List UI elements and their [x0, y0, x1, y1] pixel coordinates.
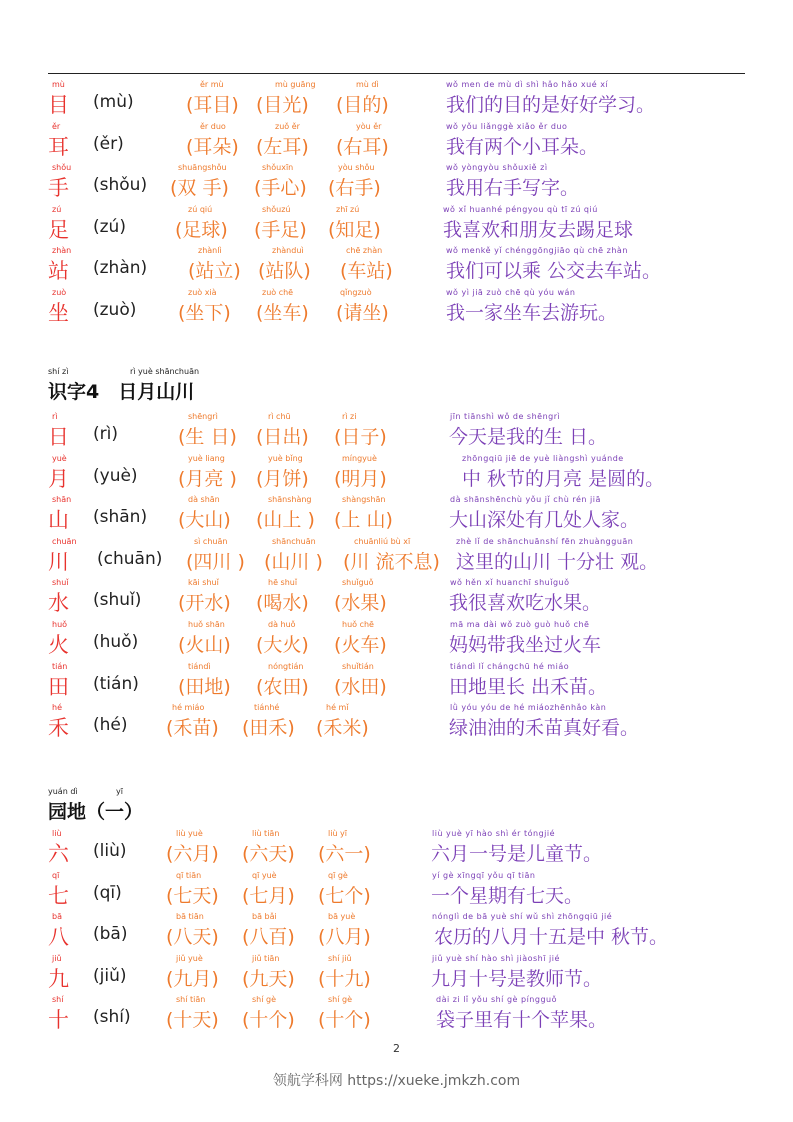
vocab-row [0, 912, 793, 952]
character-pinyin-paren: (shǒu) [93, 175, 148, 196]
word: (川 流不息) [343, 550, 440, 573]
word-pinyin: bā tiān [176, 912, 204, 922]
word: (禾苗) [166, 717, 219, 740]
character-pinyin: shān [52, 495, 72, 505]
word: (坐下) [178, 302, 231, 324]
character-pinyin: shí [52, 995, 64, 1005]
word: (七月) [242, 884, 295, 907]
word-pinyin: shuāngshǒu [178, 163, 227, 173]
word: (火山) [178, 634, 231, 656]
character: 山 [48, 508, 69, 533]
word-pinyin: zhī zú [336, 204, 360, 214]
word: (知足) [328, 218, 381, 241]
word-pinyin: shàngshān [342, 495, 386, 505]
character: 水 [48, 591, 69, 616]
character-pinyin-paren: (jiǔ) [93, 965, 127, 986]
word-pinyin: qī tiān [176, 870, 202, 880]
word: (田地) [178, 675, 231, 698]
sentence-pinyin: wǒ yòngyòu shǒuxiě zì [446, 163, 548, 173]
sentence-pinyin: wǒ yì jiā zuò chē qù yóu wán [446, 288, 576, 297]
word: (农田) [256, 675, 309, 698]
character: 目 [48, 93, 69, 117]
word: (耳朵) [186, 135, 239, 158]
vocab-row [0, 495, 793, 535]
word: (右手) [328, 177, 381, 200]
word-pinyin: liù tiān [252, 829, 280, 838]
character-pinyin-paren: (hé) [93, 715, 128, 736]
character-pinyin-paren: (zuò) [93, 300, 137, 320]
page-number: 2 [393, 1042, 400, 1055]
word-pinyin: shuǐguǒ [342, 578, 374, 588]
word: (八天) [166, 926, 219, 949]
word-pinyin: huǒ shān [188, 620, 225, 629]
character-pinyin: zú [52, 204, 62, 214]
footer-watermark: 领航学科网 https://xueke.jmkzh.com [272, 1073, 521, 1089]
example-sentence: 田地里长 出禾苗。 [449, 675, 608, 698]
word: (请坐) [336, 302, 389, 324]
example-sentence: 我用右手写字。 [446, 177, 580, 200]
word-pinyin: chē zhàn [346, 246, 383, 256]
word-pinyin: yòu ěr [356, 121, 382, 131]
vocab-row [0, 122, 793, 162]
word: (右耳) [336, 135, 389, 158]
word-pinyin: shānchuān [272, 536, 316, 546]
character-pinyin: zuò [52, 288, 67, 297]
example-sentence: 今天是我的生 日。 [449, 426, 608, 448]
word-pinyin: yòu shǒu [338, 163, 375, 173]
example-sentence: 一个星期有七天。 [431, 884, 584, 907]
character: 月 [48, 466, 69, 491]
word: (手足) [254, 218, 307, 241]
word: (七个) [318, 884, 371, 907]
example-sentence: 我们可以乘 公交去车站。 [446, 260, 662, 283]
sentence-pinyin: jiǔ yuè shí hào shì jiàoshī jié [432, 953, 560, 963]
example-sentence: 农历的八月十五是中 秋节。 [434, 926, 669, 949]
word: (山川 ) [264, 550, 323, 573]
word: (八月) [318, 926, 371, 949]
character-pinyin-paren: (qī) [93, 882, 122, 903]
character-pinyin: qī [52, 870, 60, 880]
sentence-pinyin: yí gè xīngqī yǒu qī tiān [432, 870, 536, 880]
word: (月饼) [256, 467, 309, 490]
sentence-pinyin: mā ma dài wǒ zuò guò huǒ chē [450, 620, 590, 629]
character-pinyin-paren: (huǒ) [93, 632, 139, 652]
character-pinyin: shǒu [52, 163, 72, 173]
character-pinyin-paren: (mù) [93, 92, 134, 112]
word-pinyin: jiǔ tiān [252, 953, 280, 963]
word: (田禾) [242, 717, 295, 740]
word-pinyin: mù guāng [275, 80, 316, 89]
character-pinyin: huǒ [52, 620, 68, 629]
word: (山上 ) [256, 509, 315, 532]
example-sentence: 我有两个小耳朵。 [446, 135, 599, 158]
word-pinyin: zuò xià [188, 288, 217, 297]
vocab-row [0, 995, 793, 1035]
word: (耳目) [186, 94, 239, 116]
word-pinyin: shǒuzú [262, 204, 291, 214]
heading-pinyin: yuán dì yī [48, 787, 123, 796]
word-pinyin: yuè liang [188, 453, 225, 463]
example-sentence: 我一家坐车去游玩。 [446, 302, 618, 324]
word-pinyin: chuānliú bù xī [354, 536, 411, 546]
word: (明月) [334, 467, 387, 490]
character: 火 [48, 633, 69, 657]
example-sentence: 我很喜欢吃水果。 [449, 592, 602, 615]
sentence-pinyin: zhōngqiū jiē de yuè liàngshì yuánde [462, 453, 624, 463]
example-sentence: 我们的目的是好好学习。 [446, 94, 656, 116]
example-sentence: 九月十号是教师节。 [431, 967, 603, 990]
sentence-pinyin: dà shānshēnchù yǒu jǐ chù rén jiā [450, 495, 601, 505]
word: (日子) [334, 426, 387, 448]
word: (目的) [336, 94, 389, 116]
word: (站立) [188, 260, 241, 283]
character-pinyin-paren: (tián) [93, 673, 139, 694]
word: (十个) [318, 1009, 371, 1032]
word: (大山) [178, 509, 231, 532]
word: (九月) [166, 967, 219, 990]
word-pinyin: shí jiǔ [328, 953, 352, 963]
sentence-pinyin: wǒ menkě yǐ chénggōngjiāo qù chē zhàn [446, 246, 628, 256]
character: 耳 [48, 134, 69, 159]
example-sentence: 绿油油的禾苗真好看。 [449, 717, 640, 740]
vocab-row [0, 829, 793, 869]
word: (坐车) [256, 302, 309, 324]
word: (禾米) [316, 717, 369, 740]
vocab-row [0, 163, 793, 203]
character-pinyin: yuè [52, 453, 67, 463]
character-pinyin-paren: (shí) [93, 1007, 131, 1028]
word-pinyin: mù dì [356, 80, 379, 89]
word: (上 山) [334, 509, 393, 532]
word-pinyin: shuǐtián [342, 661, 374, 671]
example-sentence: 袋子里有十个苹果。 [436, 1009, 608, 1032]
character: 八 [48, 925, 69, 950]
vocab-row [0, 412, 793, 452]
word: (大火) [256, 634, 309, 656]
sentence-pinyin: liù yuè yī hào shì ér tóngjié [432, 829, 556, 838]
vocab-row [0, 246, 793, 286]
vocab-row [0, 288, 793, 328]
word-pinyin: zuò chē [262, 288, 294, 297]
word: (左耳) [256, 135, 309, 158]
character-pinyin: tián [52, 661, 68, 671]
word-pinyin: shí gè [252, 995, 277, 1005]
character: 六 [48, 842, 69, 866]
word-pinyin: tiánhé [254, 703, 280, 713]
word: (双 手) [170, 177, 229, 200]
section-title: 识字4 日月山川 [48, 381, 195, 403]
example-sentence: 这里的山川 十分壮 观。 [456, 550, 659, 573]
word-pinyin: qī yuè [252, 870, 277, 880]
example-sentence: 妈妈带我坐过火车 [449, 634, 602, 656]
section-title: 园地（一） [48, 801, 144, 823]
top-rule [48, 73, 745, 74]
character-pinyin-paren: (chuān) [97, 548, 163, 569]
character-pinyin-paren: (yuè) [93, 465, 138, 486]
character-pinyin: rì [52, 412, 58, 421]
word: (手心) [254, 177, 307, 200]
word-pinyin: huǒ chē [342, 620, 374, 629]
word-pinyin: shēngrì [188, 412, 218, 421]
vocab-row [0, 80, 793, 120]
word-pinyin: yuè bǐng [268, 453, 303, 463]
word: (目光) [256, 94, 309, 116]
vocab-row [0, 662, 793, 702]
sentence-pinyin: zhè lǐ de shānchuānshí fēn zhuàngguān [456, 536, 634, 546]
sentence-pinyin: lǜ yóu yóu de hé miáozhēnhǎo kàn [450, 703, 607, 713]
word-pinyin: rì chū [268, 412, 291, 421]
character-pinyin: jiǔ [52, 953, 62, 963]
sentence-pinyin: wǒ men de mù dì shì hǎo hǎo xué xí [446, 80, 609, 89]
word: (十九) [318, 967, 371, 990]
word: (日出) [256, 426, 309, 448]
vocab-row [0, 954, 793, 994]
word-pinyin: qī gè [328, 870, 348, 880]
vocab-row [0, 703, 793, 743]
word: (七天) [166, 884, 219, 907]
vocab-row [0, 620, 793, 660]
character: 坐 [48, 301, 69, 325]
word: (喝水) [256, 592, 309, 615]
character-pinyin: liù [52, 829, 62, 838]
character: 九 [48, 966, 69, 991]
character: 手 [48, 176, 69, 201]
word: (六天) [242, 843, 295, 865]
character-pinyin: shuǐ [52, 578, 69, 588]
word: (站队) [258, 260, 311, 283]
character-pinyin: ěr [52, 121, 61, 131]
character-pinyin-paren: (zú) [93, 216, 126, 237]
word-pinyin: hē shuǐ [268, 578, 298, 588]
word-pinyin: dà huǒ [268, 620, 296, 629]
word: (月亮 ) [178, 467, 237, 490]
word-pinyin: shānshàng [268, 495, 312, 505]
character: 站 [48, 259, 69, 284]
word-pinyin: shí gè [328, 995, 353, 1005]
sentence-pinyin: wǒ hěn xǐ huanchī shuǐguǒ [450, 578, 570, 588]
word: (开水) [178, 592, 231, 615]
sentence-pinyin: nónglì de bā yuè shí wǔ shì zhōngqiū jié [432, 912, 613, 922]
word-pinyin: zhànduì [272, 246, 304, 256]
character-pinyin: hé [52, 703, 62, 713]
word-pinyin: bā yuè [328, 912, 356, 922]
word-pinyin: zú qiú [188, 204, 213, 214]
word-pinyin: bā bǎi [252, 912, 277, 922]
word-pinyin: jiǔ yuè [176, 953, 203, 963]
word: (六一) [318, 843, 371, 865]
word-pinyin: liù yuè [176, 829, 203, 838]
word-pinyin: zuǒ ěr [275, 121, 300, 131]
character-pinyin-paren: (liù) [93, 841, 127, 861]
word-pinyin: zhànlì [198, 246, 222, 256]
vocab-row [0, 454, 793, 494]
word-pinyin: kāi shuǐ [188, 578, 219, 588]
word-pinyin: míngyuè [342, 453, 377, 463]
vocab-row [0, 537, 793, 577]
word-pinyin: sì chuān [194, 536, 228, 546]
character: 禾 [48, 716, 69, 741]
vocab-row [0, 578, 793, 618]
sentence-pinyin: wǒ xǐ huanhé péngyou qù tī zú qiú [443, 204, 598, 214]
word-pinyin: qǐngzuò [340, 288, 372, 297]
word: (车站) [340, 260, 393, 283]
word: (水果) [334, 592, 387, 615]
word-pinyin: ěr mù [200, 80, 224, 89]
character-pinyin-paren: (rì) [93, 424, 118, 444]
character: 七 [48, 883, 69, 908]
character: 川 [48, 549, 69, 574]
character: 日 [48, 425, 69, 449]
word: (六月) [166, 843, 219, 865]
character: 田 [48, 674, 69, 699]
sentence-pinyin: jīn tiānshì wǒ de shēngrì [450, 412, 561, 421]
word: (水田) [334, 675, 387, 698]
word: (十个) [242, 1009, 295, 1032]
example-sentence: 六月一号是儿童节。 [431, 843, 603, 865]
word: (生 日) [178, 426, 237, 448]
heading-pinyin: shí zì rì yuè shānchuān [48, 367, 200, 376]
sentence-pinyin: tiándì lǐ chángchū hé miáo [450, 661, 570, 671]
character-pinyin-paren: (zhàn) [93, 258, 148, 279]
word: (火车) [334, 634, 387, 656]
character-pinyin: bā [52, 912, 62, 922]
sentence-pinyin: dài zi lǐ yǒu shí gè píngguǒ [436, 995, 557, 1005]
word: (十天) [166, 1009, 219, 1032]
word-pinyin: hé miáo [172, 703, 205, 713]
word-pinyin: shǒuxīn [262, 163, 294, 173]
word: (四川 ) [186, 550, 245, 573]
character-pinyin: chuān [52, 536, 77, 546]
sentence-pinyin: wǒ yǒu liǎnggè xiǎo ěr duo [446, 121, 568, 131]
character-pinyin-paren: (bā) [93, 924, 128, 945]
word-pinyin: hé mǐ [326, 703, 349, 713]
word-pinyin: shí tiān [176, 995, 206, 1005]
word: (九天) [242, 967, 295, 990]
example-sentence: 大山深处有几处人家。 [449, 509, 640, 532]
character: 足 [48, 217, 69, 242]
character-pinyin-paren: (shuǐ) [93, 590, 142, 611]
character-pinyin-paren: (shān) [93, 507, 148, 528]
vocab-row [0, 871, 793, 911]
word-pinyin: dà shān [188, 495, 220, 505]
word-pinyin: liù yī [328, 829, 348, 838]
character-pinyin: zhàn [52, 246, 72, 256]
character: 十 [48, 1008, 69, 1033]
character-pinyin-paren: (ěr) [93, 133, 124, 154]
vocab-row [0, 205, 793, 245]
character-pinyin: mù [52, 80, 65, 89]
word-pinyin: nóngtián [268, 661, 304, 671]
word-pinyin: ěr duo [200, 121, 226, 131]
word-pinyin: rì zi [342, 412, 357, 421]
example-sentence: 我喜欢和朋友去踢足球 [443, 218, 634, 241]
word: (八百) [242, 926, 295, 949]
example-sentence: 中 秋节的月亮 是圆的。 [462, 467, 665, 490]
word: (足球) [175, 218, 228, 241]
word-pinyin: tiándì [188, 661, 211, 671]
